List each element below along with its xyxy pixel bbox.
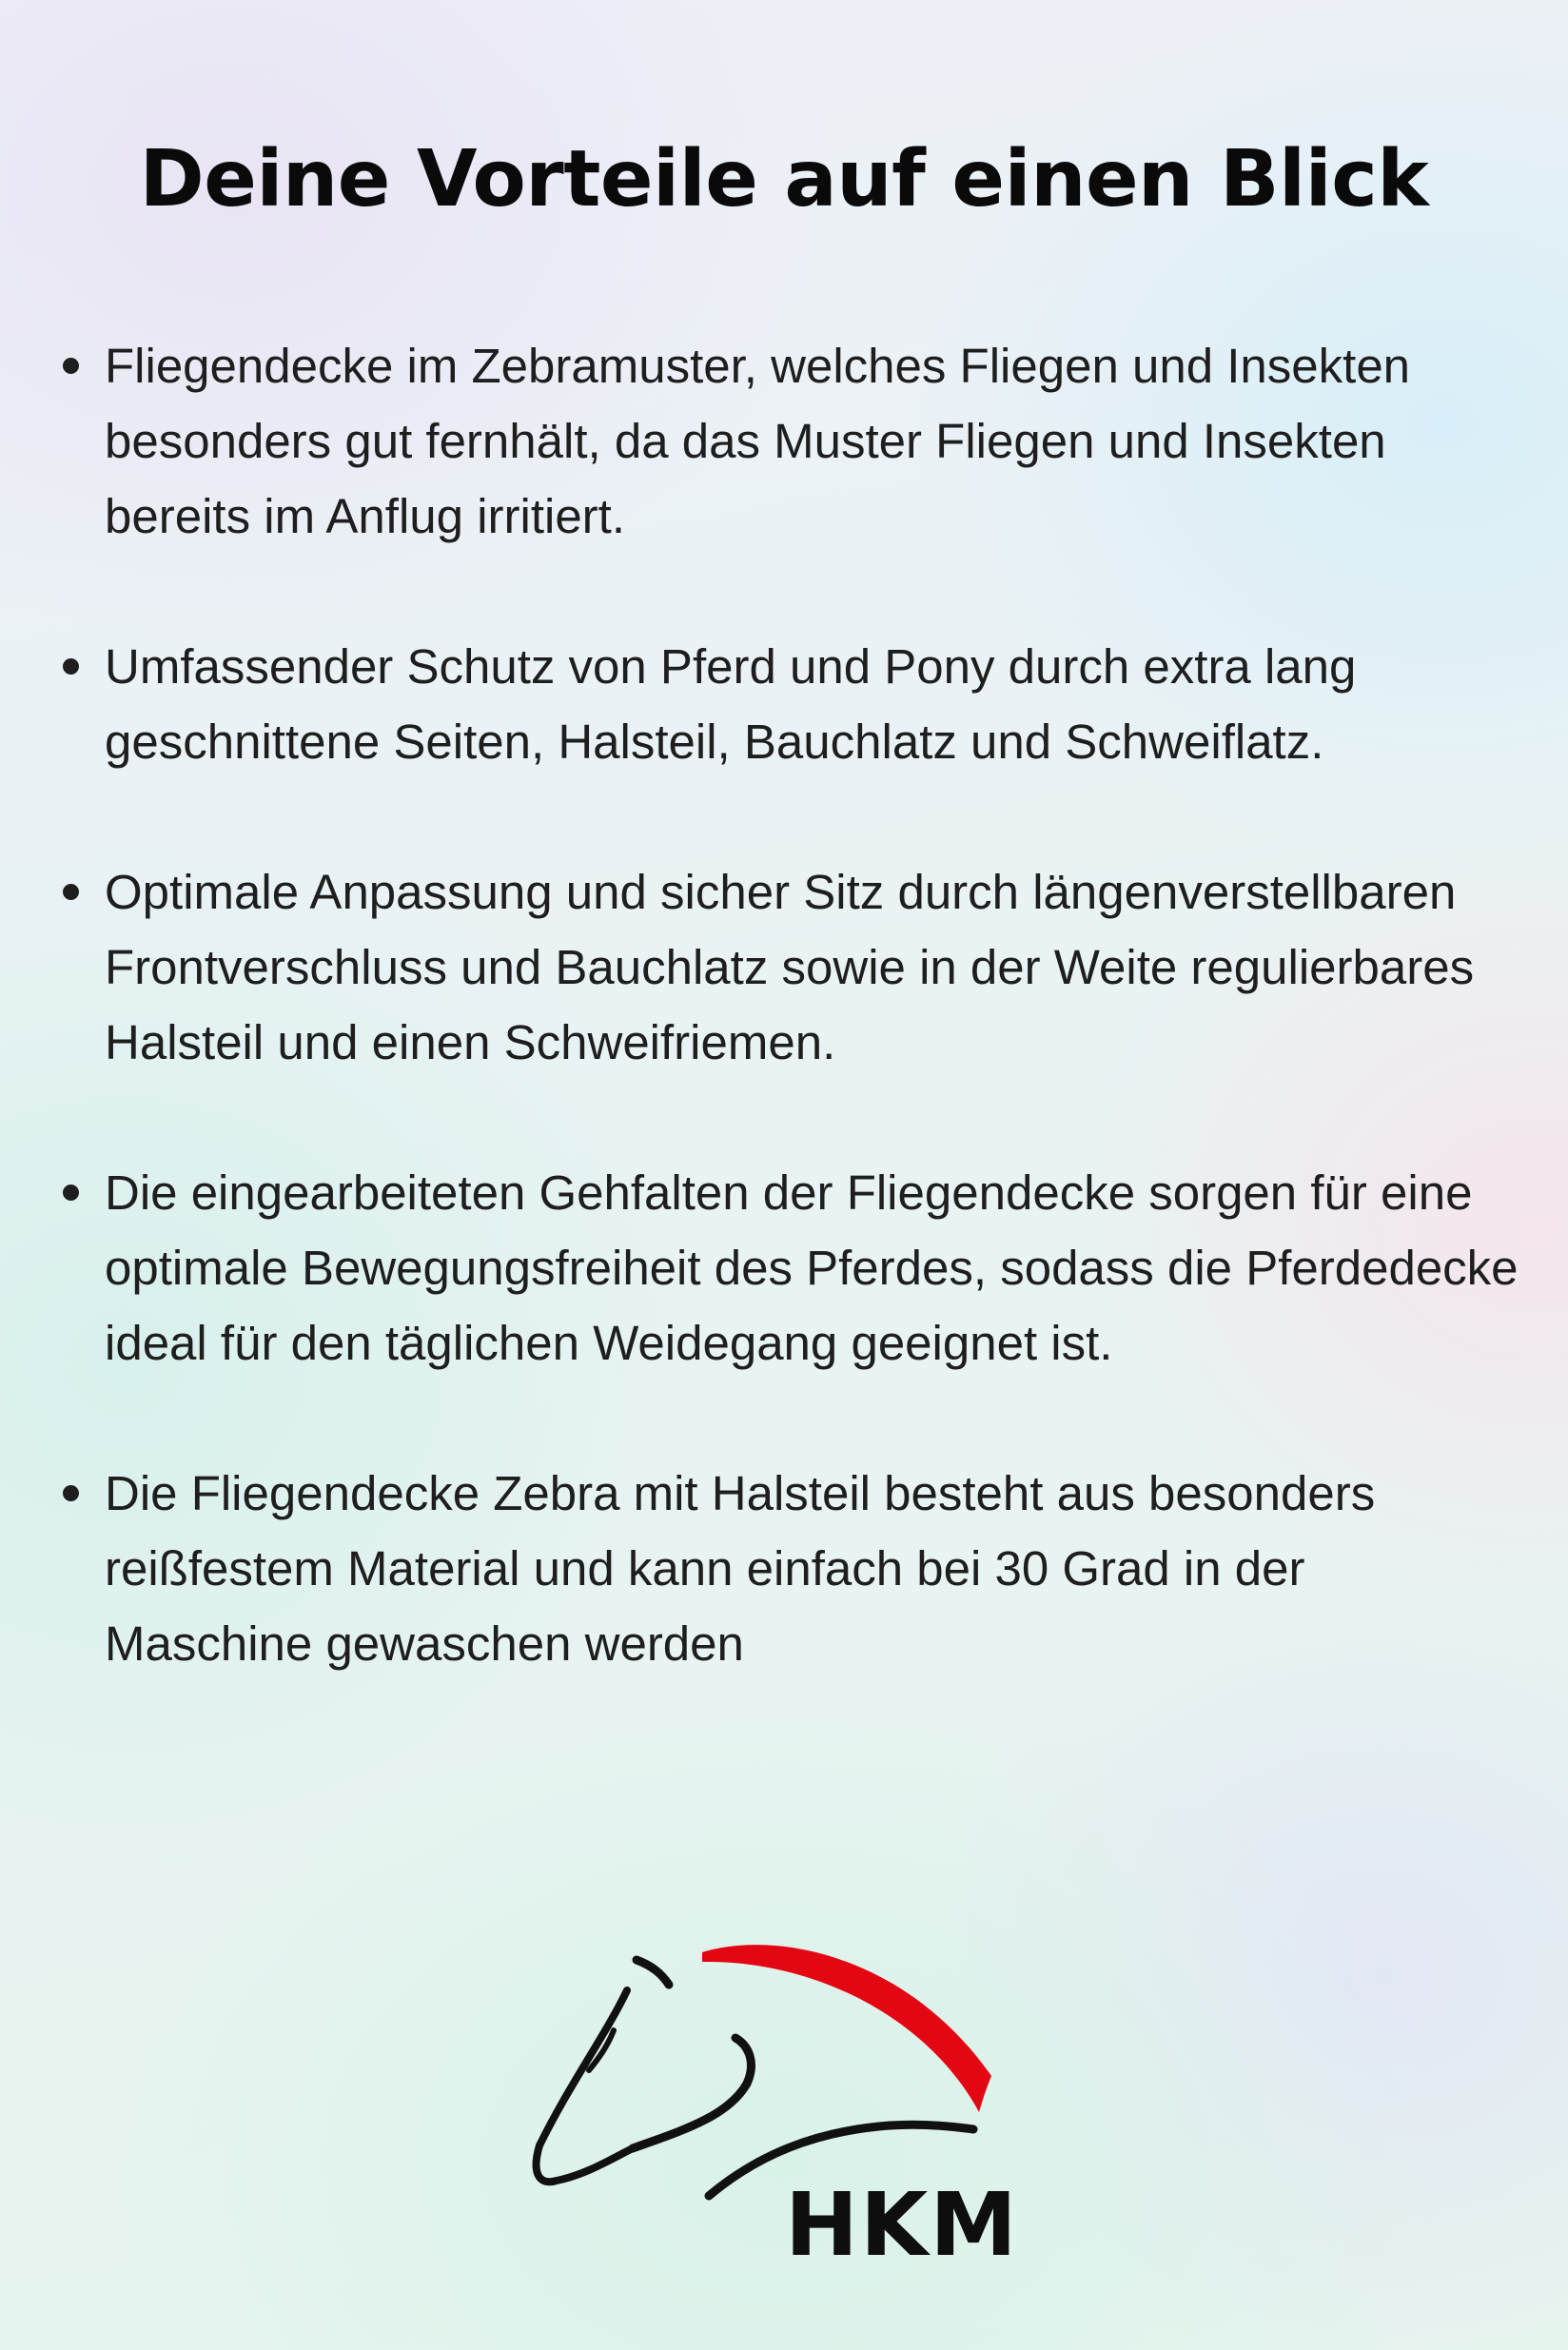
brand-logo: [528, 1931, 1019, 2276]
list-item: [55, 854, 1520, 1080]
ear-stroke: [637, 1960, 669, 1985]
logo-wordmark: HKM: [785, 2174, 1019, 2276]
list-item: [55, 328, 1520, 554]
muzzle-stroke: [537, 2145, 633, 2182]
benefits-list: [55, 328, 1520, 1756]
bullet-icon: [63, 658, 79, 675]
bullet-icon: [63, 1185, 79, 1201]
benefit-text: Optimale Anpassung und sicher Sitz durch längenverstellbaren Frontverschluss und Bauchlatz sowie in der Weite regulierbares Halsteil und einen Schweifriemen.: [105, 865, 1475, 1069]
page-title: Deine Vorteile auf einen Blick: [139, 134, 1429, 225]
bullet-icon: [63, 1485, 79, 1501]
list-item: [55, 1456, 1520, 1681]
list-item: [55, 629, 1520, 779]
list-item: [55, 1155, 1520, 1381]
benefit-text: Die Fliegendecke Zebra mit Halsteil besteht aus besonders reißfestem Material und kann einfach bei 30 Grad in der Maschine gewaschen werden: [105, 1466, 1376, 1671]
bullet-icon: [63, 358, 79, 374]
face-stroke: [539, 1990, 627, 2145]
benefit-text: Fliegendecke im Zebramuster, welches Fliegen und Insekten besonders gut fernhält, da das Muster Fliegen und Insekten bereits im Anflug irritiert.: [105, 339, 1411, 543]
benefit-text: Umfassender Schutz von Pferd und Pony durch extra lang geschnittene Seiten, Halsteil, Bauchlatz und Schweiflatz.: [105, 639, 1357, 769]
benefit-text: Die eingearbeiteten Gehfalten der Fliegendecke sorgen für eine optimale Bewegungsfreiheit des Pferdes, sodass die Pferdedecke ideal für den täglichen Weidegang geeignet ist.: [105, 1165, 1519, 1370]
bullet-icon: [63, 884, 79, 900]
jaw-stroke: [633, 2038, 751, 2148]
